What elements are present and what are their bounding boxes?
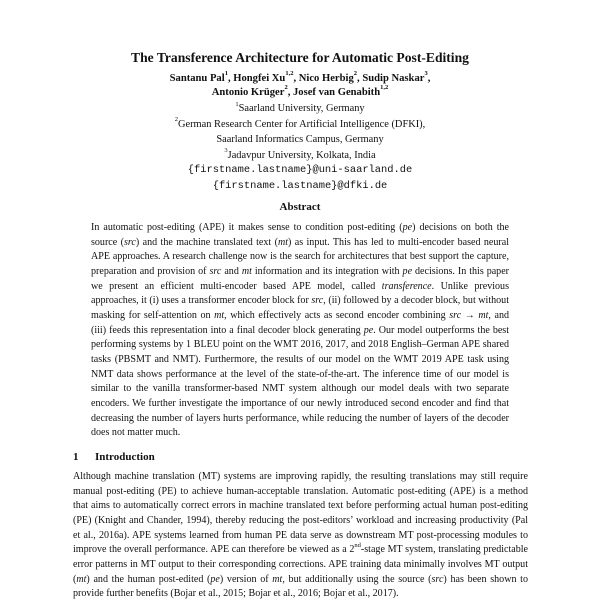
abstract-body (91, 221, 509, 441)
abstract-paragraph: In automatic post-editing (APE) it makes sense to condition post-editing (pe) decisions on both the source (src) and the machine translated text (mt) as input. This has led to multi-encoder based neural APE approaches. A research challenge now is the search for architectures that best support the capture, preparation and provision of src and mt information and its integration with pe decisions. In this paper we present an efficient multi-encoder based APE model, called transference. Unlike previous approaches, it (i) uses a transformer encoder block for src, (ii) followed by a decoder block, but without masking for self-attention on mt, which effectively acts as second encoder combining src → mt, and (iii) feeds this representation into a final decoder block generating pe. Our model outperforms the best performing systems by 1 BLEU point on the WMT 2016, 2017, and 2018 English–German APE shared tasks (PBSMT and NMT). Furthermore, the results of our model on the WMT 2019 APE task using NMT data shows performance at the level of the state-of-the-art. The inference time of our model is similar to the vanilla transformer-based NMT system although our model deals with two separate encoders. We further investigate the importance of our newly introduced second encoder and find that decreasing the number of layers hurts performance, while reducing the number of layers of the decoder does not matter much. (91, 222, 510, 439)
author-name: Hongfei Xu (233, 73, 286, 84)
affiliation-2: $^2$German Research Center for Artificial Intelligence (DFKI), (174, 116, 426, 130)
intro-paragraph: Although machine translation (MT) systems are improving rapidly, the resulting translations may still require manual post-editing (PE) to achieve human-acceptable translation. Automatic post-editing (APE) is a method that aims to automatically correct errors in machine translated text before performing actual human post-editing (PE) (Knight and Chander, 1994), thereby reducing the post-editors’ workload and increasing productivity (Pal et al., 2016a). APE systems learned from human PE data serve as downstream MT post-processing modules to improve the overall performance. APE can therefore be viewed as a 2nd-stage MT system, translating predictable error patterns in MT output to their corresponding corrections. APE training data minimally involves MT output (mt) and the human post-edited (pe) version of mt, but additionally using the source (src) has been shown to provide further benefits (Bojar et al., 2015; Bojar et al., 2016; Bojar et al., 2017). (73, 471, 528, 600)
author-list (0, 72, 600, 100)
author-name: Antonio Krüger (211, 87, 285, 98)
affiliation-2b: Saarland Informatics Campus, Germany (216, 134, 384, 145)
author-line-1: Santanu Pal$^1$, Hongfei Xu$^{1,2}$, Nico Herbig$^2$, Sudip Naskar$^3$, (169, 70, 431, 84)
author-name: Josef van Genabith (292, 87, 381, 98)
section-heading: 1 Introduction (73, 451, 155, 463)
author-name: Sudip Naskar (362, 73, 425, 84)
author-name: Santanu Pal (169, 73, 225, 84)
paper-title: The Transference Architecture for Automatic Post-Editing (131, 50, 469, 65)
email-1: {firstname.lastname}@uni-saarland.de (187, 164, 413, 176)
introduction-body (73, 470, 528, 602)
author-line-2: Antonio Krüger$^2$, Josef van Genabith$^{1,2}$ (211, 84, 389, 98)
email-2: {firstname.lastname}@dfki.de (212, 179, 388, 192)
affiliations (0, 101, 600, 194)
abstract-heading: Abstract (279, 201, 321, 213)
affiliation-3: $^3$Jadavpur University, Kolkata, India (224, 147, 376, 161)
author-name: Nico Herbig (298, 73, 354, 84)
affiliation-1: $^1$Saarland University, Germany (235, 100, 365, 114)
